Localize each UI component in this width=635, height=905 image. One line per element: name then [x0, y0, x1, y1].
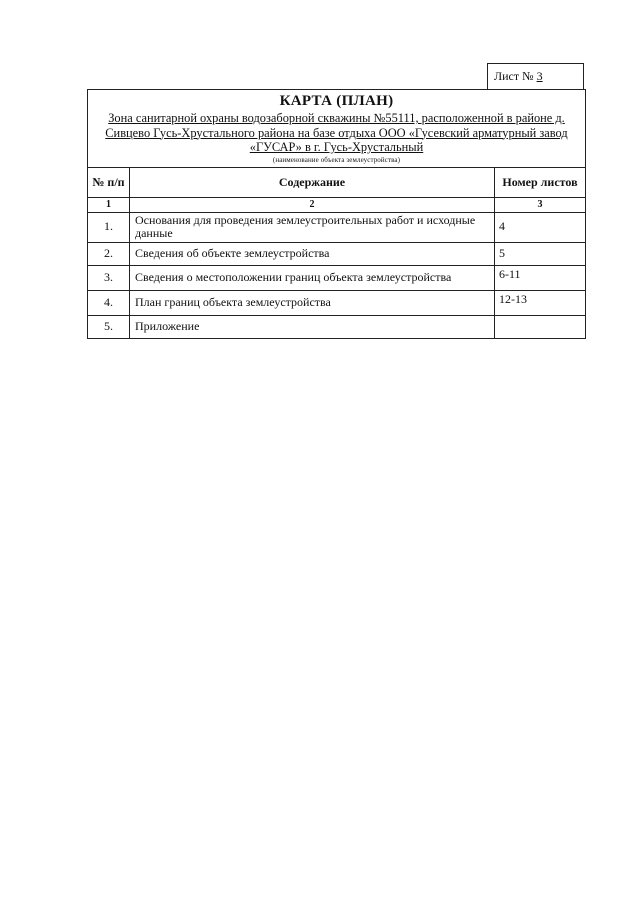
- row-pages: 12-13: [495, 290, 586, 315]
- row-num: 3.: [88, 265, 130, 290]
- header-content: Содержание: [130, 168, 495, 198]
- row-pages: 5: [495, 242, 586, 265]
- index-pages: 3: [495, 197, 586, 212]
- header-num: № п/п: [88, 168, 130, 198]
- sheet-label: Лист №: [494, 69, 534, 83]
- object-name: Зона санитарной охраны водозаборной скважины №55111, расположенной в районе д. Сивцево Гусь-Хрустального района на базе отдыха ООО «Гусевский арматурный завод «ГУСАР» в г. Гусь-Хрустальный: [105, 111, 568, 154]
- table-header-row: [88, 168, 585, 198]
- object-name-caption: (наименование объекта землеустройства): [272, 155, 401, 164]
- document-header: [88, 90, 585, 168]
- sheet-number-box: [487, 63, 584, 90]
- table-index-row: [88, 197, 585, 212]
- table-row: [88, 212, 585, 242]
- row-content: Сведения о местоположении границ объекта землеустройства: [130, 265, 495, 290]
- row-content: Основания для проведения землеустроительных работ и исходные данные: [130, 212, 495, 242]
- row-num: 5.: [88, 315, 130, 338]
- row-num: 2.: [88, 242, 130, 265]
- row-content: План границ объекта землеустройства: [130, 290, 495, 315]
- row-content: Приложение: [130, 315, 495, 338]
- header-pages: Номер листов: [495, 168, 586, 198]
- index-content: 2: [130, 197, 495, 212]
- row-pages: [495, 315, 586, 338]
- index-num: 1: [88, 197, 130, 212]
- row-num: 1.: [88, 212, 130, 242]
- document-title: КАРТА (ПЛАН): [279, 93, 394, 109]
- document-frame: [87, 89, 586, 339]
- row-num: 4.: [88, 290, 130, 315]
- row-pages: 6-11: [495, 265, 586, 290]
- table-row: [88, 315, 585, 338]
- contents-table: [88, 168, 585, 338]
- table-row: [88, 290, 585, 315]
- row-pages: 4: [495, 212, 586, 242]
- sheet-number: 3: [536, 69, 543, 83]
- table-row: [88, 265, 585, 290]
- row-content: Сведения об объекте землеустройства: [130, 242, 495, 265]
- table-row: [88, 242, 585, 265]
